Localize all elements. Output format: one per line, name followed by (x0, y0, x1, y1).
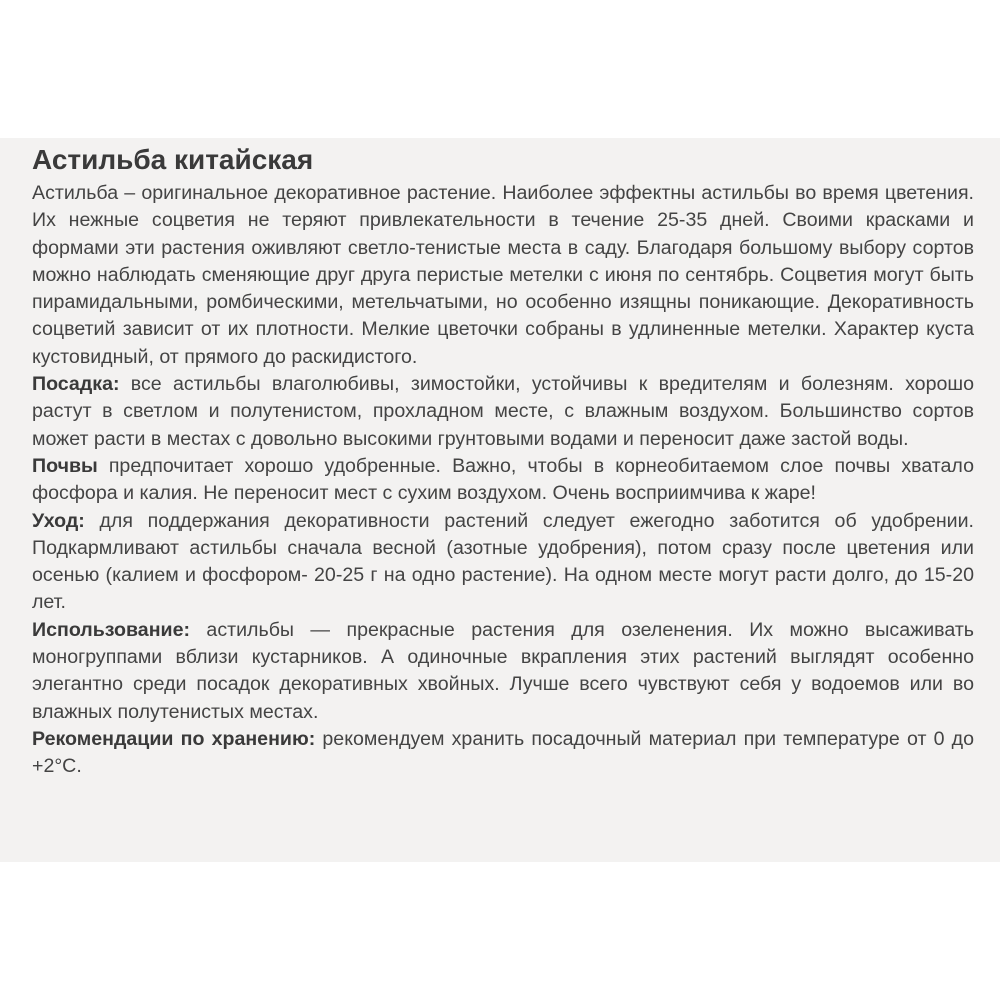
section-label: Посадка: (32, 373, 120, 396)
section-label: Почвы (32, 454, 98, 477)
page-title: Астильба китайская (32, 144, 314, 175)
section-care (32, 508, 974, 617)
product-description (32, 140, 974, 781)
section-text: предпочитает хорошо удобренные. Важно, чтобы в корнеобитаемом слое почвы хватало фосфора и калия. Не переносит мест с сухим воздухом. Очень восприимчива к жаре! (32, 454, 974, 505)
section-planting (32, 371, 974, 453)
section-label: Рекомендации по хранению: (32, 727, 316, 750)
section-text: для поддержания декоративности растений следует ежегодно заботится об удобрении. Подкармливают астильбы сначала весной (азотные удобрения), потом сразу после цветения или осенью (калием и фосфором- 20-25 г на одно растение). На одном месте могут расти долго, до 15-20 лет. (32, 509, 974, 614)
section-text: все астильбы влаголюбивы, зимостойки, устойчивы к вредителям и болезням. хорошо растут в светлом и полутенистом, прохладном месте, с влажным воздухом. Большинство сортов может расти в местах с довольно высокими грунтовыми водами и переносит даже застой воды. (32, 373, 974, 450)
section-text: рекомендуем хранить посадочный материал при температуре от 0 до +2°С. (32, 727, 974, 778)
intro-paragraph: Астильба – оригинальное декоративное растение. Наиболее эффектны астильбы во время цветения. Их нежные соцветия не теряют привлекательности в течение 25-35 дней. Своими красками и формами эти растения оживляют светло-тенистые места в саду. Благодаря большому выбору сортов можно наблюдать сменяющие друг друга перистые метелки с июня по сентябрь. Соцветия могут быть пирамидальными, ромбическими, метельчатыми, но особенно изящны поникающие. Декоративность соцветий зависит от их плотности. Мелкие цветочки собраны в удлиненные метелки. Характер куста кустовидный, от прямого до раскидистого. (32, 182, 974, 368)
section-usage (32, 617, 974, 726)
section-soil (32, 453, 974, 508)
section-text: астильбы — прекрасные растения для озеленения. Их можно высаживать моногруппами вблизи кустарников. А одиночные вкрапления этих растений выглядят особенно элегантно среди посадок декоративных хвойных. Лучше всего чувствуют себя у водоемов или во влажных полутенистых местах. (32, 618, 974, 723)
section-label: Использование: (32, 618, 190, 641)
section-storage (32, 726, 974, 781)
section-label: Уход: (32, 509, 85, 532)
